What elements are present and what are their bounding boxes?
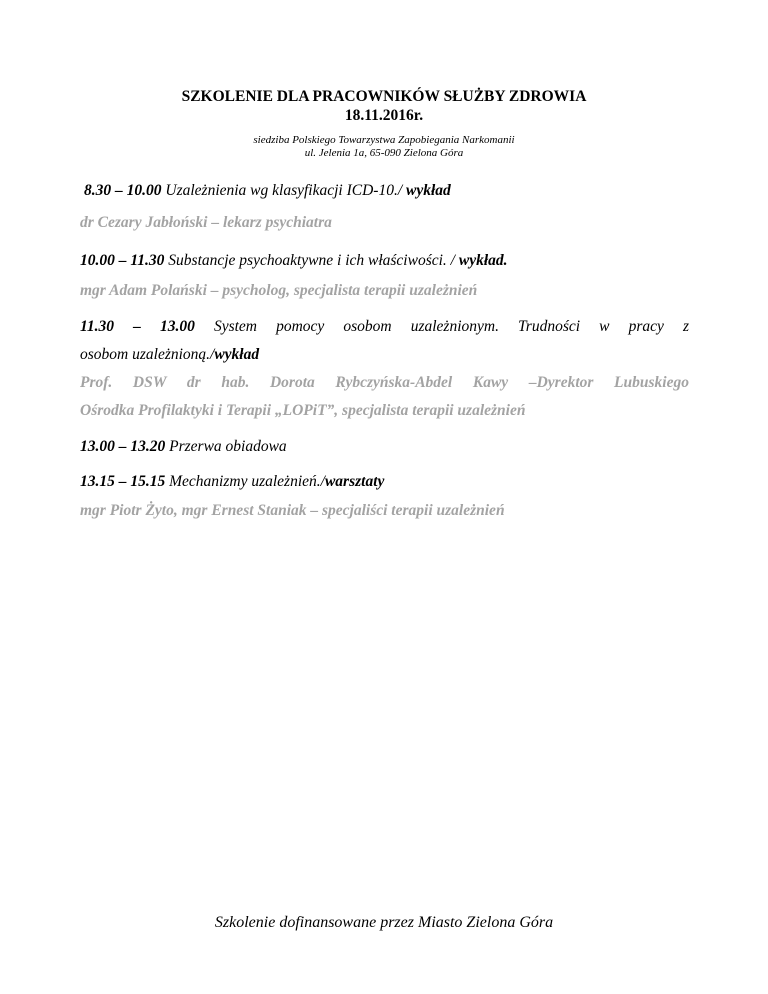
venue [0, 134, 768, 160]
agenda-topic: Mechanizmy uzależnień./ [169, 473, 325, 490]
agenda-topic: Przerwa obiadowa [169, 438, 287, 455]
agenda-topic: Substancje psychoaktywne i ich właściwości. / [168, 252, 455, 269]
agenda-item-2 [80, 252, 689, 270]
agenda-topic-cont: osobom uzależnioną./ [80, 346, 215, 363]
agenda-speaker-1: dr Cezary Jabłoński – lekarz psychiatra [80, 214, 332, 231]
agenda-type: wykład. [458, 252, 508, 269]
agenda-topic: Uzależnienia wg klasyfikacji ICD-10./ [165, 182, 403, 199]
agenda-item-3 [80, 318, 689, 336]
footer-note: Szkolenie dofinansowane przez Miasto Zielona Góra [214, 914, 554, 931]
document-title [0, 87, 768, 125]
agenda-item-4 [80, 438, 689, 456]
agenda-type: wykład [214, 346, 260, 363]
venue-line-1: siedziba Polskiego Towarzystwa Zapobiegania Narkomanii [253, 134, 515, 146]
agenda-type: wykład [406, 182, 451, 199]
title-date: 18.11.2016r. [344, 107, 424, 124]
agenda-type: warsztaty [324, 473, 385, 490]
agenda-speaker-3-line-2: Ośrodka Profilaktyki i Terapii „LOPiT”, specjalista terapii uzależnień [80, 402, 526, 419]
agenda-time: 13.00 – 13.20 [80, 438, 166, 455]
agenda-time: 10.00 – 11.30 [80, 252, 165, 269]
agenda-speaker-5: mgr Piotr Żyto, mgr Ernest Staniak – specjaliści terapii uzależnień [80, 502, 505, 519]
agenda-item-3-cont [80, 346, 689, 364]
agenda-time: 13.15 – 15.15 [80, 473, 166, 490]
agenda-time: 8.30 – 10.00 [84, 182, 162, 199]
agenda-speaker-2: mgr Adam Polański – psycholog, specjalista terapii uzależnień [80, 282, 478, 299]
venue-line-2: ul. Jelenia 1a, 65-090 Zielona Góra [304, 147, 464, 159]
agenda-topic: System pomocy osobom uzależnionym. Trudności w pracy z [213, 318, 689, 335]
agenda-speaker-3-line-1: Prof. DSW dr hab. Dorota Rybczyńska-Abdel Kawy –Dyrektor Lubuskiego [80, 374, 689, 391]
agenda-time: 11.30 – 13.00 [80, 318, 195, 335]
title-line-1: SZKOLENIE DLA PRACOWNIKÓW SŁUŻBY ZDROWIA [181, 88, 587, 105]
agenda-item-5 [80, 473, 689, 491]
agenda-item-1 [84, 182, 693, 200]
